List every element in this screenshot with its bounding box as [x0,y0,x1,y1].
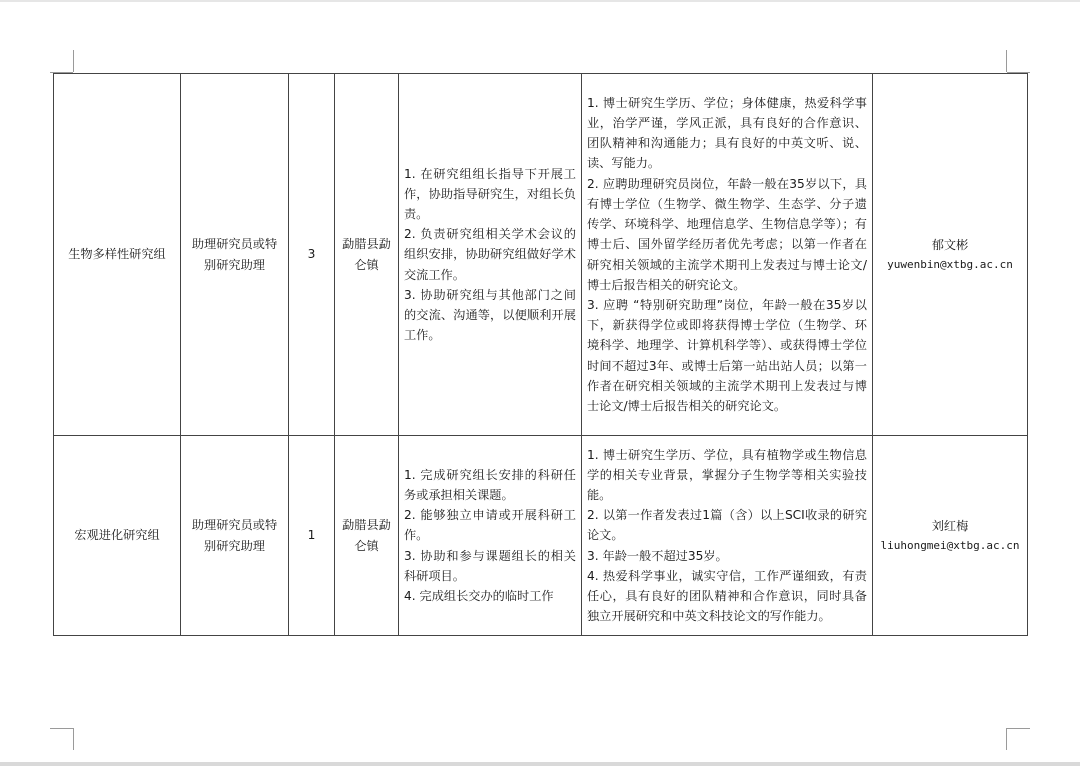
position-cell: 助理研究员或特别研究助理 [181,74,289,436]
table-row [54,436,1028,636]
duty-item: 3. 协助研究组与其他部门之间的交流、沟通等，以便顺利开展工作。 [404,287,576,343]
requirements-cell [582,436,873,636]
requirement-item: 1. 博士研究生学历、学位；身体健康，热爱科学事业，治学严谨，学风正派，具有良好的合作意识、团队精神和沟通能力；具有良好的中英文听、说、读、写能力。 [587,95,867,171]
crop-mark-bottom-right-h [1007,728,1030,729]
contact-name: 郁文彬 [931,237,969,252]
crop-mark-bottom-left-h [50,728,73,729]
duties-cell [399,436,582,636]
location-cell: 勐腊县勐仑镇 [335,436,399,636]
top-border [0,0,1080,2]
contact-name: 刘红梅 [931,518,969,533]
location-cell: 勐腊县勐仑镇 [335,74,399,436]
crop-mark-bottom-left [73,728,74,750]
bottom-border [0,762,1080,766]
duty-item: 1. 在研究组组长指导下开展工作，协助指导研究生，对组长负责。 [404,166,576,221]
duty-item: 2. 负责研究组相关学术会议的组织安排，协助研究组做好学术交流工作。 [404,227,576,282]
duty-item: 2. 能够独立申请或开展科研工作。 [404,508,576,543]
crop-mark-bottom-right [1006,728,1007,750]
requirement-item: 2. 以第一作者发表过1篇（含）以上SCI收录的研究论文。 [587,508,867,543]
count-cell: 1 [289,436,335,636]
duty-item: 4. 完成组长交办的临时工作 [404,589,554,603]
count-cell: 3 [289,74,335,436]
table-row [54,74,1028,436]
duty-item: 1. 完成研究组长安排的科研任务或承担相关课题。 [404,467,576,502]
requirement-item: 3. 年龄一般不超过35岁。 [587,548,728,563]
group-cell: 生物多样性研究组 [54,74,181,436]
group-cell: 宏观进化研究组 [54,436,181,636]
recruitment-table [53,73,1028,636]
position-cell: 助理研究员或特别研究助理 [181,436,289,636]
contact-cell [873,74,1028,436]
requirement-item: 1. 博士研究生学历、学位，具有植物学或生物信息学的相关专业背景，掌握分子生物学等相关实验技能。 [587,447,867,502]
contact-email: liuhongmei@xtbg.ac.cn [880,539,1020,553]
requirement-item: 2. 应聘助理研究员岗位，年龄一般在35岁以下，具有博士学位（生物学、微生物学、生态学、分子遗传学、环境科学、地理信息学、生物信息学等）；有博士后、国外留学经历者优先考虑；以第一作者在研究相关领域的主流学术期刊上发表过与博士论文/博士后报告相关的研究论文。 [587,176,867,292]
requirements-cell [582,74,873,436]
duties-cell [399,74,582,436]
requirement-item: 4. 热爱科学事业，诚实守信，工作严谨细致，有责任心，具有良好的团队精神和合作意识，同时具备独立开展研究和中英文科技论文的写作能力。 [587,568,867,624]
requirement-item: 3. 应聘 “特别研究助理”岗位，年龄一般在35岁以下，新获得学位或即将获得博士学位（生物学、环境科学、地理学、计算机科学等）、或获得博士学位时间不超过3年、或博士后第一站出站人员；以第一作者在研究相关领域的主流学术期刊上发表过与博士论文/博士后报告相关的研究论文。 [587,297,867,413]
crop-mark-top-right [1006,50,1007,72]
contact-email: yuwenbin@xtbg.ac.cn [887,258,1013,272]
duty-item: 3. 协助和参与课题组长的相关科研项目。 [404,548,576,583]
crop-mark-top-left [73,50,74,72]
contact-cell [873,436,1028,636]
